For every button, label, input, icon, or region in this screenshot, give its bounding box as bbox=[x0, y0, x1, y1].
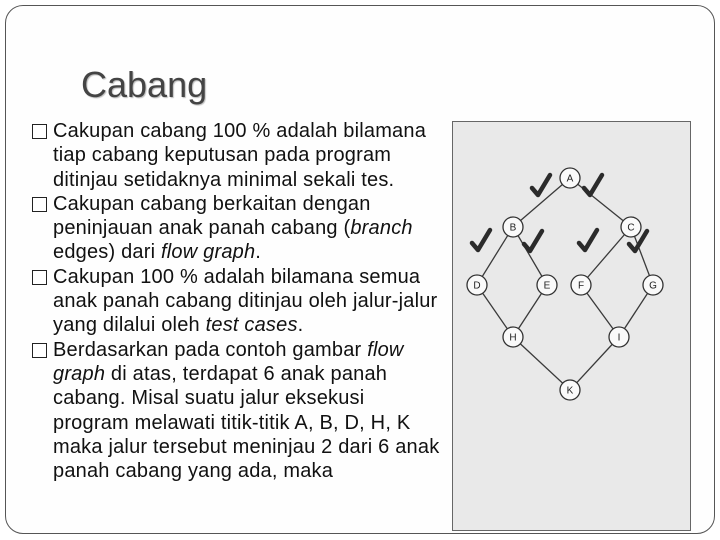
bullet-text: Cakupan cabang 100 % adalah bilamana tiap cabang keputusan pada program ditinjau setidaknya minimal sekali tes. bbox=[53, 120, 427, 191]
bullet-text-italic: test cases bbox=[205, 314, 298, 337]
edge-A-C bbox=[570, 178, 631, 227]
node-label: I bbox=[617, 332, 621, 344]
bullet-item bbox=[31, 119, 441, 192]
bullet-list bbox=[31, 119, 441, 483]
edge-H-K bbox=[513, 337, 570, 390]
node-label: C bbox=[627, 222, 635, 234]
node-G bbox=[643, 275, 663, 295]
node-label: F bbox=[577, 280, 585, 292]
slide-title: Cabang bbox=[81, 64, 208, 105]
bullet-text-italic: flow graph bbox=[161, 241, 256, 264]
checkmark-icon bbox=[579, 230, 597, 250]
bullet-item bbox=[31, 192, 441, 265]
checkbox-bullet-icon bbox=[32, 343, 47, 358]
slide bbox=[5, 5, 715, 534]
bullet-text-italic: flow graph bbox=[53, 338, 404, 385]
bullet-text-italic: branch bbox=[350, 217, 413, 240]
node-A bbox=[560, 168, 580, 188]
checkmark-icon bbox=[472, 230, 490, 250]
checkbox-bullet-icon bbox=[32, 124, 47, 139]
edge-C-F bbox=[581, 227, 631, 285]
checkbox-bullet-icon bbox=[32, 270, 47, 285]
node-label: A bbox=[566, 173, 574, 185]
node-D bbox=[467, 275, 487, 295]
bullet-text: di atas, terdapat 6 anak panah cabang. Misal suatu jalur eksekusi program melawati titik-titik A, B, D, H, K maka jalur tersebut meninjau 2 dari 6 anak panah cabang yang ada, maka bbox=[53, 362, 440, 483]
node-F bbox=[571, 275, 591, 295]
node-label: K bbox=[566, 385, 574, 397]
node-label: G bbox=[649, 280, 657, 292]
node-label: D bbox=[473, 280, 481, 292]
node-K bbox=[560, 380, 580, 400]
node-label: H bbox=[509, 332, 517, 344]
node-label: E bbox=[543, 280, 551, 292]
bullet-text: edges) dari bbox=[53, 241, 162, 264]
bullet-text: . bbox=[297, 314, 304, 337]
checkmark-icon bbox=[524, 231, 542, 251]
bullet-text: Cakupan cabang berkaitan dengan peninjauan anak panah cabang ( bbox=[53, 192, 371, 240]
node-label: B bbox=[509, 222, 517, 234]
node-B bbox=[503, 217, 523, 237]
bullet-item bbox=[31, 338, 441, 484]
bullet-item bbox=[31, 265, 441, 338]
node-I bbox=[609, 327, 629, 347]
edge-I-K bbox=[570, 337, 619, 390]
bullet-text: Berdasarkan pada contoh gambar bbox=[53, 338, 368, 361]
checkmark-icon bbox=[584, 175, 602, 195]
checkbox-bullet-icon bbox=[32, 197, 47, 212]
node-C bbox=[621, 217, 641, 237]
node-E bbox=[537, 275, 557, 295]
bullet-text: . bbox=[255, 241, 262, 264]
node-H bbox=[503, 327, 523, 347]
checkmark-icon bbox=[532, 175, 550, 195]
flow-graph bbox=[453, 122, 690, 530]
flow-graph-edges bbox=[477, 178, 653, 390]
flow-graph-figure bbox=[452, 121, 691, 531]
bullet-text: Cakupan 100 % adalah bilamana semua anak panah cabang ditinjau oleh jalur-jalur yang dilalui oleh bbox=[53, 265, 438, 337]
flow-graph-nodes bbox=[467, 168, 663, 400]
